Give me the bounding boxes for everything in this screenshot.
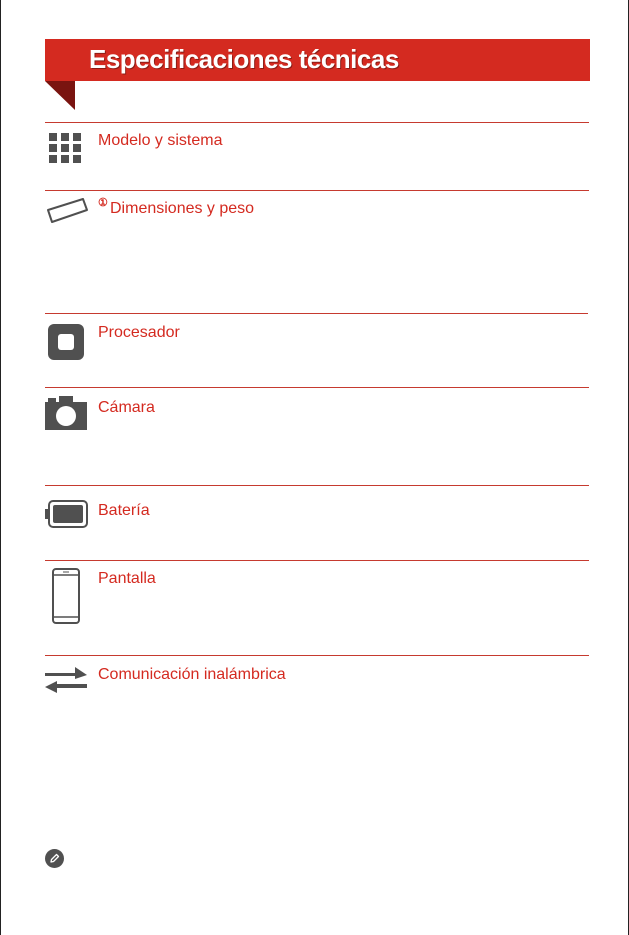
section-divider [45, 313, 588, 314]
section-title-procesador: Procesador [98, 324, 180, 341]
footnote-marker: ① [98, 197, 108, 209]
section-title-camara: Cámara [98, 399, 155, 416]
section-divider [45, 485, 589, 486]
chip-icon [48, 324, 84, 365]
section-title-pantalla: Pantalla [98, 570, 156, 587]
section-divider [45, 387, 589, 388]
section-title-bateria: Batería [98, 502, 150, 519]
section-title-comunicacion: Comunicación inalámbrica [98, 666, 286, 683]
battery-icon [45, 500, 89, 533]
section-divider [45, 560, 589, 561]
section-title-dimensiones: Dimensiones y peso [110, 200, 255, 217]
page-title: Especificaciones técnicas [89, 44, 399, 74]
section-divider [45, 190, 589, 191]
section-divider [45, 122, 589, 123]
screen-icon [52, 568, 80, 629]
section-divider [45, 655, 589, 656]
camera-icon [45, 396, 87, 435]
phone-side-icon [45, 196, 89, 231]
pencil-note-icon [45, 849, 64, 868]
transfer-arrows-icon [45, 667, 87, 698]
section-title-modelo: Modelo y sistema [98, 132, 223, 149]
grid-icon [49, 133, 83, 163]
banner-fold [45, 81, 75, 110]
